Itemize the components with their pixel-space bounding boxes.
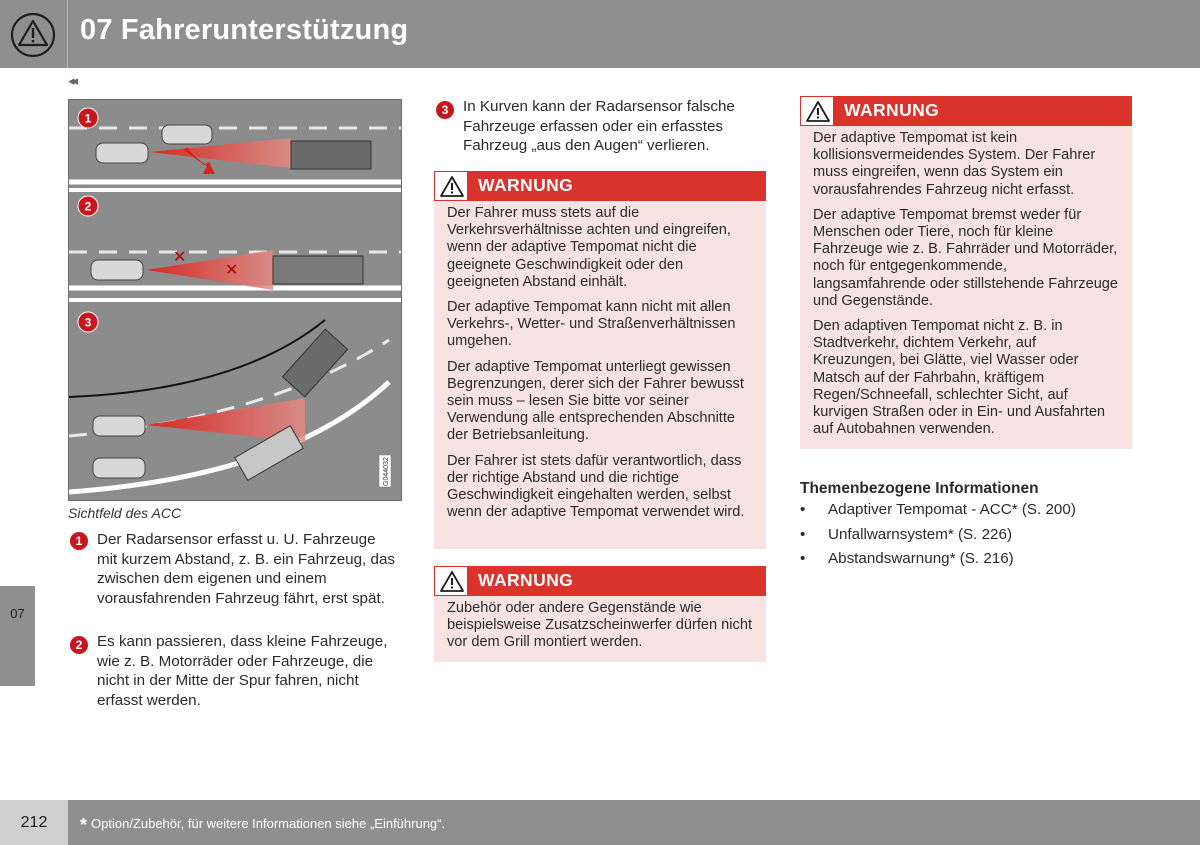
warning-body <box>813 130 1122 446</box>
warning-paragraph: Zubehör oder andere Gegenstände wie beispielsweise Zusatzscheinwerfer dürfen nicht vor dem Grill montiert werden. <box>447 600 752 651</box>
acc-field-of-view-illustration <box>68 99 402 501</box>
related-info-list <box>800 498 1076 572</box>
warning-body <box>447 205 756 529</box>
figure-caption: Sichtfeld des ACC <box>68 505 182 521</box>
warning-triangle-icon <box>434 566 468 596</box>
number-marker: 2 <box>70 636 88 654</box>
warning-paragraph: Der adaptive Tempomat bremst weder für Menschen oder Tiere, noch für kleine Fahrzeuge wie z. B. Fahrräder und Motorräder, noch für entgegenkommende, langsamfahrende oder stillstehende Fahrzeuge und Gegenstände. <box>813 206 1119 309</box>
related-link[interactable] <box>800 523 1076 548</box>
chapter-side-tab <box>0 586 35 686</box>
svg-text:2: 2 <box>84 199 92 214</box>
bullet: • <box>800 525 806 543</box>
warning-triangle-icon <box>800 96 834 126</box>
list-item-text: In Kurven kann der Radarsensor falsche Fahrzeuge erfassen oder ein erfasstes Fahrzeug „aus den Augen“ verlieren. <box>463 98 735 155</box>
related-link[interactable] <box>800 498 1076 523</box>
marker-3 <box>78 312 98 332</box>
warning-box <box>434 171 766 549</box>
footnote <box>80 815 445 836</box>
warning-header <box>800 96 1132 126</box>
number-marker: 1 <box>70 532 88 550</box>
warning-paragraph: Der adaptive Tempomat kann nicht mit allen Verkehrs-, Wetter- und Straßenverhältnissen umgehen. <box>447 299 736 350</box>
footnote-star: * <box>80 815 88 835</box>
svg-text:3: 3 <box>84 315 92 330</box>
warning-triangle-icon <box>434 171 468 201</box>
number-marker: 3 <box>436 101 454 119</box>
list-item <box>68 530 402 630</box>
list-item <box>68 632 402 712</box>
warning-triangle-icon <box>0 0 68 68</box>
warning-paragraph: Der Fahrer muss stets auf die Verkehrsverhältnisse achten und eingreifen, wenn der adaptive Tempomat nicht die geeignete Geschwindigkeit oder den geeigneten Abstand einhält. <box>447 205 731 290</box>
svg-text:✕: ✕ <box>225 262 239 279</box>
warning-title: WARNUNG <box>478 570 574 590</box>
chapter-side-tab-label: 07 <box>10 606 25 621</box>
warning-paragraph: Der adaptive Tempomat unterliegt gewissen Begrenzungen, derer sich der Fahrer bewusst sein muss – lesen Sie bitte vor seiner Verwendung alle entsprechenden Abschnitte der Betriebsanleitung. <box>447 358 744 444</box>
svg-text:✕: ✕ <box>173 249 187 266</box>
warning-paragraph: Der Fahrer ist stets dafür verantwortlich, dass der richtige Abstand und die richtige Geschwindigkeit eingehalten werden, selbst wenn der adaptive Tempomat verwendet wird. <box>447 452 745 521</box>
related-link-text[interactable]: Unfallwarnsystem* (S. 226) <box>828 525 1013 543</box>
list-item-text: Es kann passieren, dass kleine Fahrzeuge, wie z. B. Motorräder oder Fahrzeuge, die nicht in der Mitte der Spur fahren, nicht erfasst werden. <box>97 633 388 709</box>
list-item-text: Der Radarsensor erfasst u. U. Fahrzeuge mit kurzem Abstand, z. B. ein Fahrzeug, das zwischen dem eigenen und einem vorausfahrenden Fahrzeug fährt, erst spät. <box>97 531 395 607</box>
marker-2 <box>78 196 98 216</box>
footnote-text: Option/Zubehör, für weitere Informationen siehe „Einführung“. <box>91 816 446 831</box>
warning-paragraph: Den adaptiven Tempomat nicht z. B. in Stadtverkehr, dichtem Verkehr, auf Kreuzungen, bei Glätte, viel Wasser oder Matsch auf der Fahrbahn, kräftigem Regen/Schneefall, schlechter Sicht, auf kurvigen Straßen oder in Ein- und Ausfahrten auf Autobahnen verwenden. <box>813 318 1106 438</box>
bullet: • <box>800 501 806 518</box>
svg-text:1: 1 <box>84 111 92 126</box>
warning-box <box>434 566 766 662</box>
figure-code: G044032 <box>383 457 390 486</box>
warning-header <box>434 171 766 201</box>
marker-1 <box>78 108 98 128</box>
related-link-text[interactable]: Adaptiver Tempomat - ACC* (S. 200) <box>828 501 1076 518</box>
warning-box <box>800 96 1132 449</box>
chapter-header <box>0 0 1200 68</box>
related-info-title: Themenbezogene Informationen <box>800 480 1039 497</box>
warning-title: WARNUNG <box>844 100 940 120</box>
warning-header <box>434 566 766 596</box>
back-link[interactable]: ◂◂ <box>68 73 76 88</box>
related-link-text[interactable]: Abstandswarnung* (S. 216) <box>828 550 1014 567</box>
warning-title: WARNUNG <box>478 175 574 195</box>
warning-paragraph: Der adaptive Tempomat ist kein kollisionsvermeidendes System. Der Fahrer muss eingreifen, wenn das System ein vorausfahrendes Fahrzeug nicht erfasst. <box>813 130 1096 198</box>
related-link[interactable] <box>800 547 1076 572</box>
page-number: 212 <box>0 800 68 845</box>
warning-body <box>447 600 756 660</box>
chapter-title: 07 Fahrerunterstützung <box>80 14 409 46</box>
list-item <box>434 97 766 159</box>
bullet: • <box>800 550 806 567</box>
